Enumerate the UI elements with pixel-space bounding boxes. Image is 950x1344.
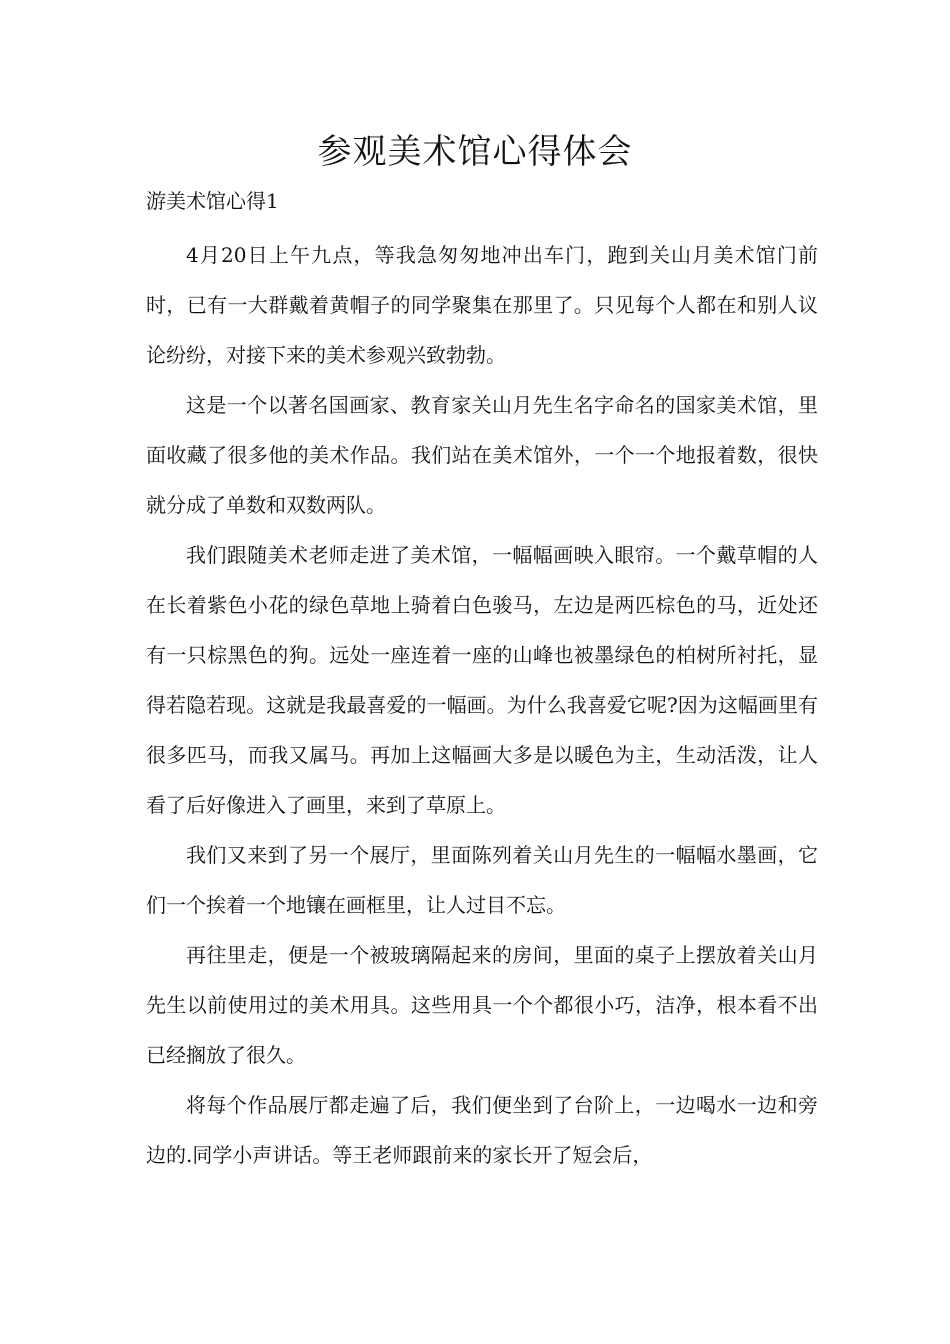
- document-body: [146, 230, 818, 1180]
- document-title: 参观美术馆心得体会: [317, 132, 633, 172]
- paragraph: 再往里走，便是一个被玻璃隔起来的房间，里面的桌子上摆放着关山月先生以前使用过的美术用具。这些用具一个个都很小巧，洁净，根本看不出已经搁放了很久。: [146, 943, 818, 1067]
- paragraph: 我们又来到了另一个展厅，里面陈列着关山月先生的一幅幅水墨画，它们一个挨着一个地镶在画框里，让人过目不忘。: [146, 843, 818, 917]
- document-subtitle: 游美术馆心得1: [146, 189, 279, 213]
- paragraph: 4月20日上午九点，等我急匆匆地冲出车门，跑到关山月美术馆门前时，已有一大群戴着黄帽子的同学聚集在那里了。只见每个人都在和别人议论纷纷，对接下来的美术参观兴致勃勃。: [146, 243, 818, 367]
- paragraph: 我们跟随美术老师走进了美术馆，一幅幅画映入眼帘。一个戴草帽的人在长着紫色小花的绿色草地上骑着白色骏马，左边是两匹棕色的马，近处还有一只棕黑色的狗。远处一座连着一座的山峰也被墨绿色的柏树所衬托，显得若隐若现。这就是我最喜爱的一幅画。为什么我喜爱它呢?因为这幅画里有很多匹马，而我又属马。再加上这幅画大多是以暖色为主，生动活泼，让人看了后好像进入了画里，来到了草原上。: [146, 543, 818, 817]
- paragraph: 这是一个以著名国画家、教育家关山月先生名字命名的国家美术馆，里面收藏了很多他的美术作品。我们站在美术馆外，一个一个地报着数，很快就分成了单数和双数两队。: [146, 393, 818, 517]
- paragraph: 将每个作品展厅都走遍了后，我们便坐到了台阶上，一边喝水一边和旁边的.同学小声讲话。等王老师跟前来的家长开了短会后，: [146, 1093, 818, 1167]
